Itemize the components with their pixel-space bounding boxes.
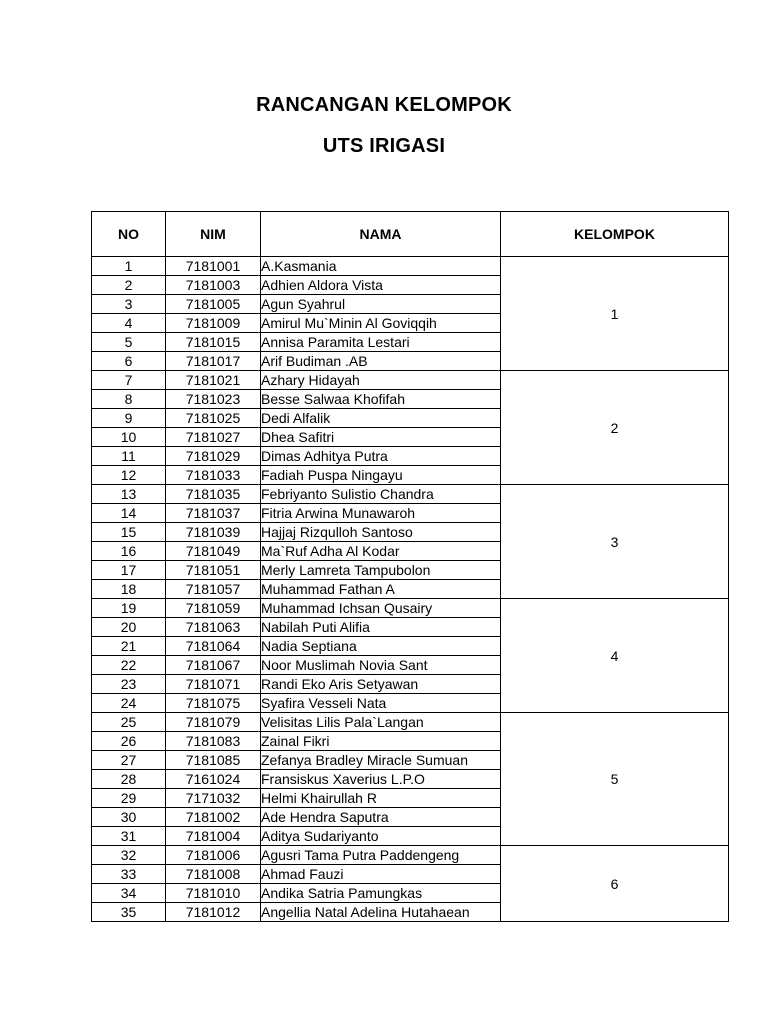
cell-no: 21 xyxy=(92,637,166,656)
document-title: RANCANGAN KELOMPOK xyxy=(256,94,512,116)
cell-no: 18 xyxy=(92,580,166,599)
cell-no: 1 xyxy=(92,257,166,276)
cell-no: 20 xyxy=(92,618,166,637)
cell-nama: Besse Salwaa Khofifah xyxy=(261,390,501,409)
cell-no: 26 xyxy=(92,732,166,751)
cell-nama: Ma`Ruf Adha Al Kodar xyxy=(261,542,501,561)
cell-no: 6 xyxy=(92,352,166,371)
cell-nama: Randi Eko Aris Setyawan xyxy=(261,675,501,694)
cell-nim: 7181079 xyxy=(166,713,261,732)
cell-nama: Merly Lamreta Tampubolon xyxy=(261,561,501,580)
cell-kelompok: 5 xyxy=(501,713,729,846)
cell-nim: 7181051 xyxy=(166,561,261,580)
cell-no: 19 xyxy=(92,599,166,618)
cell-nim: 7181063 xyxy=(166,618,261,637)
cell-nim: 7181037 xyxy=(166,504,261,523)
cell-nim: 7181006 xyxy=(166,846,261,865)
cell-nama: Febriyanto Sulistio Chandra xyxy=(261,485,501,504)
cell-nama: Annisa Paramita Lestari xyxy=(261,333,501,352)
cell-kelompok: 4 xyxy=(501,599,729,713)
table-row xyxy=(92,371,729,390)
cell-nim: 7181033 xyxy=(166,466,261,485)
cell-no: 24 xyxy=(92,694,166,713)
cell-nim: 7181012 xyxy=(166,903,261,922)
table-row xyxy=(92,257,729,276)
cell-nama: Nadia Septiana xyxy=(261,637,501,656)
cell-nim: 7181049 xyxy=(166,542,261,561)
cell-nim: 7181001 xyxy=(166,257,261,276)
cell-no: 34 xyxy=(92,884,166,903)
cell-nama: Dhea Safitri xyxy=(261,428,501,447)
cell-nim: 7181004 xyxy=(166,827,261,846)
cell-nama: Muhammad Ichsan Qusairy xyxy=(261,599,501,618)
cell-no: 8 xyxy=(92,390,166,409)
cell-nama: Adhien Aldora Vista xyxy=(261,276,501,295)
document-subtitle: UTS IRIGASI xyxy=(322,135,446,157)
cell-nim: 7181009 xyxy=(166,314,261,333)
cell-nim: 7181057 xyxy=(166,580,261,599)
cell-no: 31 xyxy=(92,827,166,846)
cell-no: 28 xyxy=(92,770,166,789)
cell-nim: 7181059 xyxy=(166,599,261,618)
cell-nim: 7181029 xyxy=(166,447,261,466)
table-row xyxy=(92,485,729,504)
cell-no: 17 xyxy=(92,561,166,580)
cell-nama: Agun Syahrul xyxy=(261,295,501,314)
cell-no: 3 xyxy=(92,295,166,314)
cell-nama: Ahmad Fauzi xyxy=(261,865,501,884)
cell-kelompok: 3 xyxy=(501,485,729,599)
cell-nim: 7181008 xyxy=(166,865,261,884)
cell-no: 25 xyxy=(92,713,166,732)
header-row xyxy=(92,212,729,257)
cell-nama: A.Kasmania xyxy=(261,257,501,276)
cell-nim: 7181067 xyxy=(166,656,261,675)
cell-nama: Arif Budiman .AB xyxy=(261,352,501,371)
cell-no: 13 xyxy=(92,485,166,504)
cell-nama: Dedi Alfalik xyxy=(261,409,501,428)
cell-nim: 7181039 xyxy=(166,523,261,542)
table-row xyxy=(92,713,729,732)
cell-nama: Velisitas Lilis Pala`Langan xyxy=(261,713,501,732)
cell-nim: 7181015 xyxy=(166,333,261,352)
cell-nama: Angellia Natal Adelina Hutahaean xyxy=(261,903,501,922)
cell-no: 15 xyxy=(92,523,166,542)
cell-nama: Zainal Fikri xyxy=(261,732,501,751)
header-kelompok: KELOMPOK xyxy=(501,212,729,257)
cell-nama: Hajjaj Rizqulloh Santoso xyxy=(261,523,501,542)
table-row xyxy=(92,599,729,618)
table-body xyxy=(92,257,729,922)
cell-nim: 7171032 xyxy=(166,789,261,808)
cell-no: 2 xyxy=(92,276,166,295)
cell-no: 22 xyxy=(92,656,166,675)
cell-nim: 7161024 xyxy=(166,770,261,789)
cell-nim: 7181003 xyxy=(166,276,261,295)
cell-nama: Muhammad Fathan A xyxy=(261,580,501,599)
cell-kelompok: 6 xyxy=(501,846,729,922)
cell-nim: 7181023 xyxy=(166,390,261,409)
cell-nim: 7181021 xyxy=(166,371,261,390)
cell-nim: 7181083 xyxy=(166,732,261,751)
cell-nama: Syafira Vesseli Nata xyxy=(261,694,501,713)
cell-nim: 7181002 xyxy=(166,808,261,827)
header-no: NO xyxy=(92,212,166,257)
cell-nim: 7181017 xyxy=(166,352,261,371)
cell-nama: Fadiah Puspa Ningayu xyxy=(261,466,501,485)
table-header xyxy=(92,212,729,257)
cell-nama: Noor Muslimah Novia Sant xyxy=(261,656,501,675)
cell-no: 5 xyxy=(92,333,166,352)
cell-nim: 7181035 xyxy=(166,485,261,504)
cell-kelompok: 1 xyxy=(501,257,729,371)
cell-kelompok: 2 xyxy=(501,371,729,485)
cell-nama: Helmi Khairullah R xyxy=(261,789,501,808)
header-nim: NIM xyxy=(166,212,261,257)
cell-no: 4 xyxy=(92,314,166,333)
cell-no: 23 xyxy=(92,675,166,694)
header-nama: NAMA xyxy=(261,212,501,257)
cell-nim: 7181064 xyxy=(166,637,261,656)
cell-nim: 7181005 xyxy=(166,295,261,314)
group-table xyxy=(91,211,729,922)
cell-nama: Ade Hendra Saputra xyxy=(261,808,501,827)
cell-no: 11 xyxy=(92,447,166,466)
cell-no: 30 xyxy=(92,808,166,827)
cell-no: 12 xyxy=(92,466,166,485)
cell-nama: Andika Satria Pamungkas xyxy=(261,884,501,903)
cell-nim: 7181010 xyxy=(166,884,261,903)
cell-nim: 7181075 xyxy=(166,694,261,713)
cell-nim: 7181027 xyxy=(166,428,261,447)
cell-nama: Dimas Adhitya Putra xyxy=(261,447,501,466)
cell-no: 35 xyxy=(92,903,166,922)
cell-nama: Amirul Mu`Minin Al Goviqqih xyxy=(261,314,501,333)
cell-nama: Aditya Sudariyanto xyxy=(261,827,501,846)
cell-no: 10 xyxy=(92,428,166,447)
cell-no: 29 xyxy=(92,789,166,808)
cell-nama: Agusri Tama Putra Paddengeng xyxy=(261,846,501,865)
cell-nama: Azhary Hidayah xyxy=(261,371,501,390)
cell-nim: 7181025 xyxy=(166,409,261,428)
cell-nama: Zefanya Bradley Miracle Sumuan xyxy=(261,751,501,770)
cell-no: 14 xyxy=(92,504,166,523)
table-row xyxy=(92,846,729,865)
cell-nama: Fransiskus Xaverius L.P.O xyxy=(261,770,501,789)
cell-nim: 7181071 xyxy=(166,675,261,694)
cell-nama: Nabilah Puti Alifia xyxy=(261,618,501,637)
cell-no: 16 xyxy=(92,542,166,561)
cell-no: 9 xyxy=(92,409,166,428)
cell-no: 33 xyxy=(92,865,166,884)
cell-no: 32 xyxy=(92,846,166,865)
cell-nim: 7181085 xyxy=(166,751,261,770)
cell-no: 27 xyxy=(92,751,166,770)
cell-no: 7 xyxy=(92,371,166,390)
cell-nama: Fitria Arwina Munawaroh xyxy=(261,504,501,523)
